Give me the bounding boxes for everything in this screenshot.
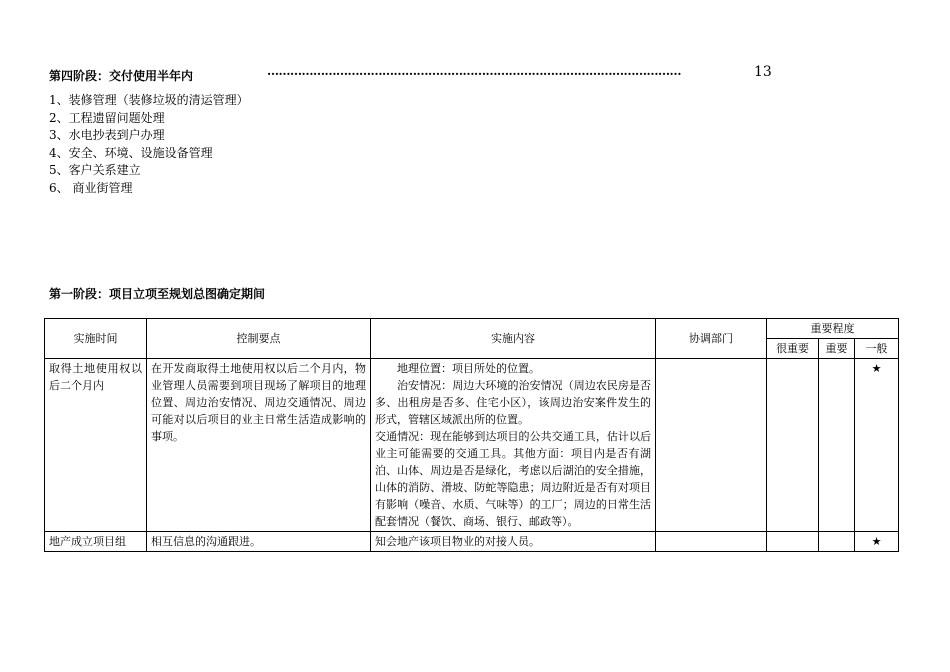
table-row [45, 359, 899, 532]
cell-content [371, 359, 656, 532]
list-item: 5、客户关系建立 [49, 163, 141, 177]
star-icon: ★ [855, 532, 899, 552]
list-item: 1、装修管理（装修垃圾的清运管理） [49, 93, 249, 107]
content-paragraph: 交通情况：现在能够到达项目的公共交通工具，估计以后业主可能需要的交通工具。其他方面：项目内是否有湖泊、山体、周边是否是绿化，考虑以后湖泊的安全措施，山体的消防、滑坡、防蛇等隐患；周边附近是否有对项目有影响（噪音、水质、气味等）的工厂；周边的日常生活配套情况（餐饮、商场、银行、邮政等）。 [375, 430, 651, 528]
list-item: 4、安全、环境、设施设备管理 [49, 145, 213, 160]
cell-dept [656, 532, 767, 552]
toc-entry [49, 64, 789, 84]
cell-very-important [767, 532, 819, 552]
list-item: 6、 商业街管理 [49, 180, 133, 195]
toc-page-number: 13 [754, 64, 772, 80]
cell-important [819, 532, 855, 552]
cell-very-important [767, 359, 819, 532]
content-paragraph: 地理位置：项目所处的位置。 [397, 362, 540, 375]
cell-time: 地产成立项目组 [45, 532, 147, 552]
phase4-list [49, 92, 249, 197]
header-important: 重要 [819, 339, 855, 359]
header-normal: 一般 [855, 339, 899, 359]
cell-points: 在开发商取得土地使用权以后二个月内，物业管理人员需要到项目现场了解项目的地理位置、周边治安情况、周边交通情况、周边可能对以后项目的业主日常生活造成影响的事项。 [147, 359, 371, 532]
cell-time: 取得土地使用权以后二个月内 [45, 359, 147, 532]
header-dept: 协调部门 [656, 319, 767, 359]
toc-leader-dots: ……………………………………………………………………………………………… [267, 64, 681, 78]
header-importance: 重要程度 [767, 319, 899, 339]
header-points: 控制要点 [147, 319, 371, 359]
list-item: 2、工程遗留问题处理 [49, 110, 165, 125]
content-paragraph: 治安情况：周边大环境的治安情况（周边农民房是否多、出租房是否多、住宅小区），该周边治安案件发生的形式，管辖区域派出所的位置。 [375, 379, 651, 426]
star-icon: ★ [855, 359, 899, 532]
cell-points: 相互信息的沟通跟进。 [147, 532, 371, 552]
section-title: 第一阶段：项目立项至规划总图确定期间 [49, 287, 266, 301]
header-content: 实施内容 [371, 319, 656, 359]
header-time: 实施时间 [45, 319, 147, 359]
list-item: 3、水电抄表到户办理 [49, 128, 165, 142]
cell-important [819, 359, 855, 532]
toc-title: 第四阶段：交付使用半年内 [49, 69, 194, 83]
plan-table [44, 318, 899, 552]
table-row [45, 532, 899, 552]
header-very-important: 很重要 [767, 339, 819, 359]
cell-dept [656, 359, 767, 532]
table-header-row [45, 319, 899, 339]
cell-content: 知会地产该项目物业的对接人员。 [371, 532, 656, 552]
